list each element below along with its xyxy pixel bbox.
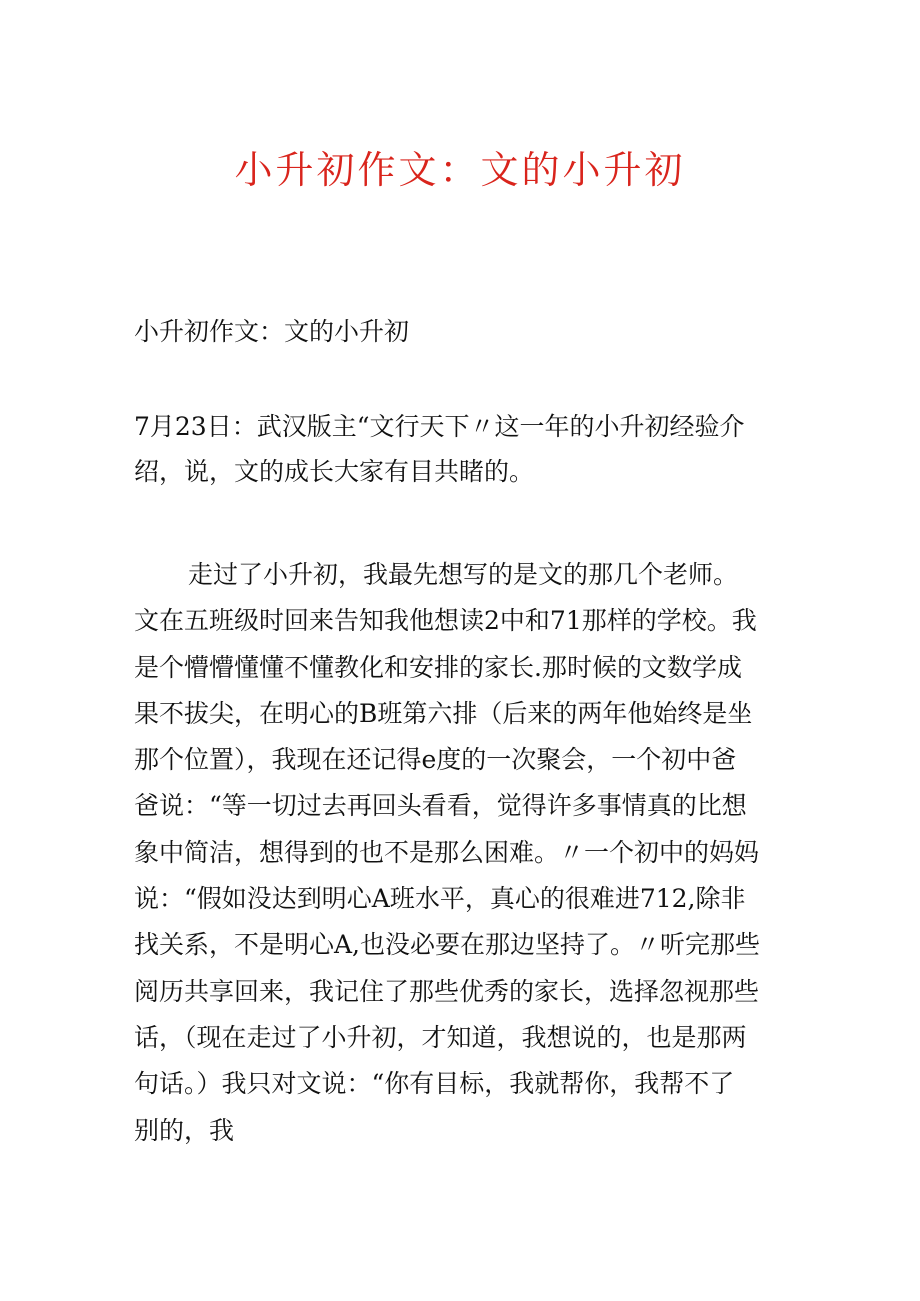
- body-line: 句话。）我只对文说：“你有目标，我就帮你，我帮不了: [134, 1069, 735, 1099]
- body-line: 别的，我: [134, 1115, 235, 1145]
- body-line: 象中简洁，想得到的也不是那么困难。〃一个初中的妈妈: [134, 837, 760, 867]
- body-line: 说：“假如没达到明心A班水平，真心的很难进712,除非: [134, 884, 746, 914]
- intro-paragraph: [134, 404, 794, 494]
- document-title: 小升初作文：文的小升初: [234, 148, 686, 192]
- body-line: 果不拔尖，在明心的B班第六排（后来的两年他始终是坐: [134, 698, 753, 728]
- document-subtitle: 小升初作文：文的小升初: [134, 317, 410, 346]
- body-line: 找关系，不是明心A,也没必要在那边坚持了。〃听完那些: [134, 930, 761, 960]
- body-line: 走过了小升初，我最先想写的是文的那几个老师。: [188, 560, 739, 589]
- body-line: 文在五班级时回来告知我他想读2中和71那样的学校。我: [134, 606, 757, 636]
- body-line: 是个懵懵懂懂不懂教化和安排的家长.那时候的文数学成: [134, 652, 742, 682]
- body-line: 阅历共享回来，我记住了那些优秀的家长，选择忽视那些: [134, 976, 760, 1006]
- body-line: 爸说：“等一切过去再回头看看，觉得许多事情真的比想: [134, 791, 747, 821]
- body-line: 话，（现在走过了小升初，才知道，我想说的，也是那两: [134, 1022, 747, 1052]
- intro-line: 绍，说，文的成长大家有目共睹的。: [134, 457, 535, 486]
- body-paragraph: [134, 552, 794, 1154]
- intro-line: 7月23日：武汉版主“文行天下〃这一年的小升初经验介: [134, 412, 745, 441]
- body-line: 那个位置），我现在还记得e度的一次聚会，一个初中爸: [134, 745, 737, 775]
